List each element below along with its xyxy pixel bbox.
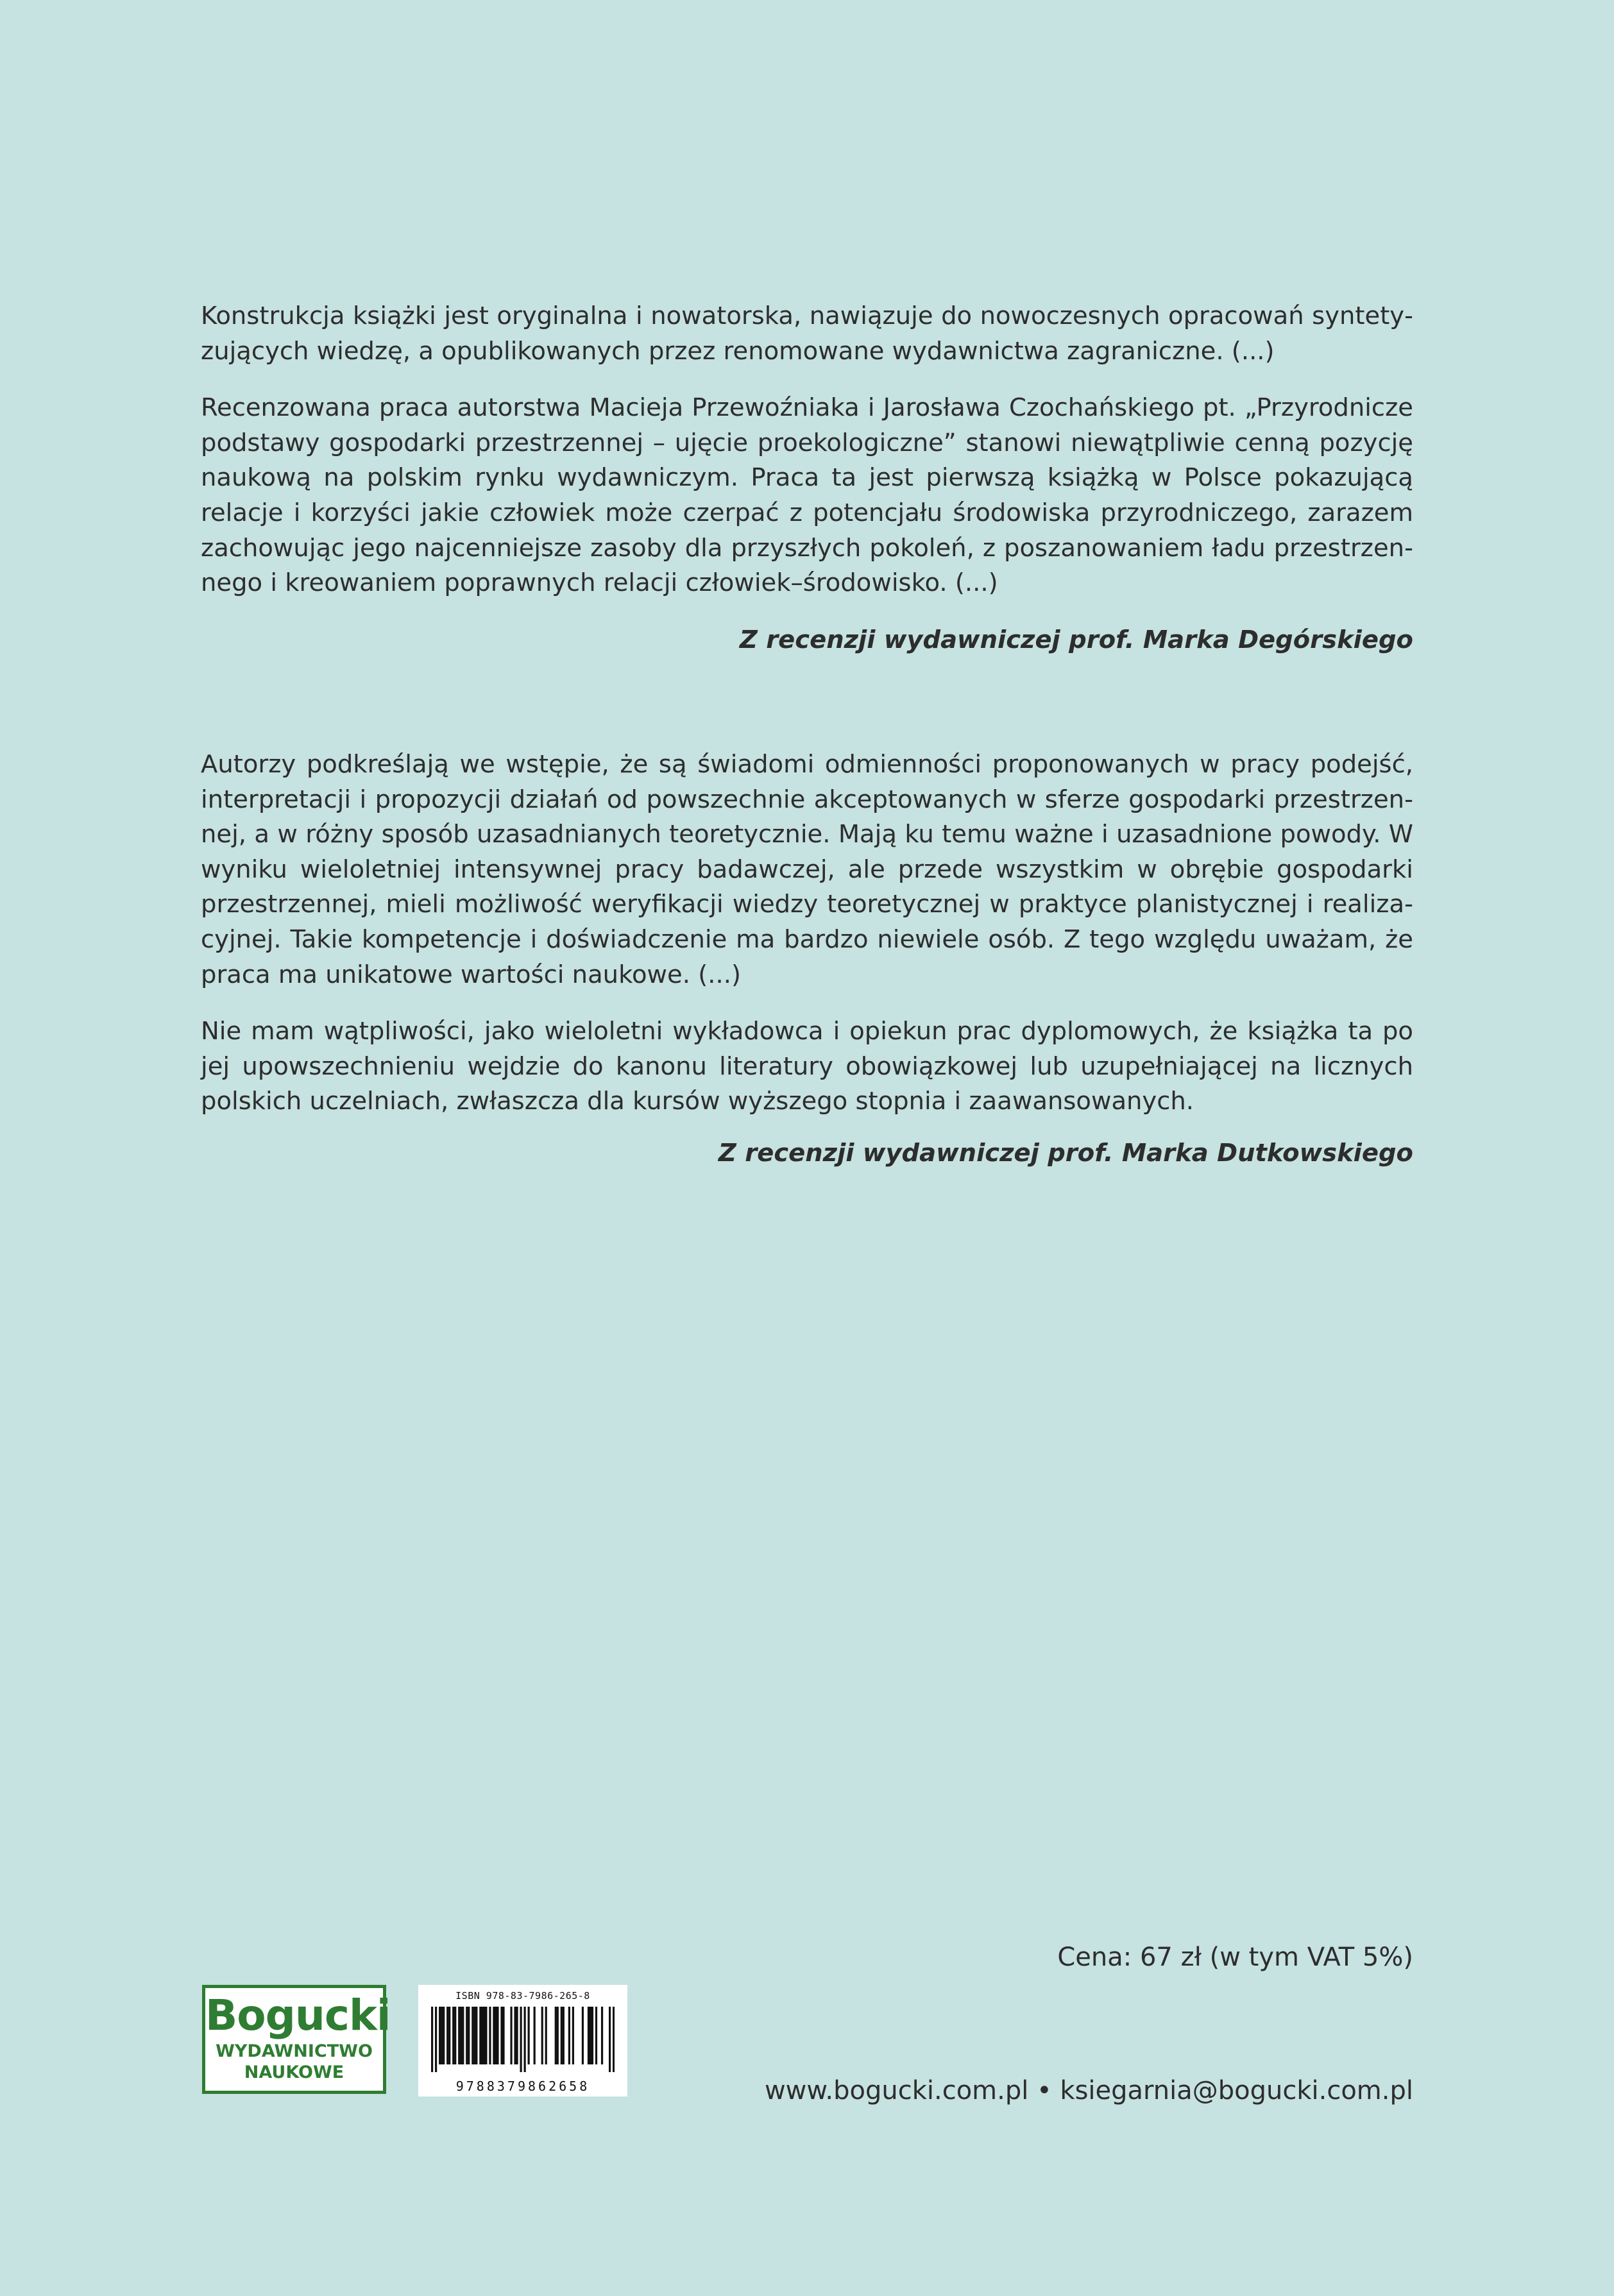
ean-digits: 9788379862658	[455, 2079, 590, 2094]
barcode-bar	[563, 2007, 565, 2064]
review-1-paragraph-1: Konstrukcja książki jest oryginalna i nowatorska, nawiązuje do nowoczesnych opracowań syntetyzujących wiedzę, a opublikowanych przez renomowane wydawnictwa zagraniczne. (...)	[201, 302, 1413, 366]
review-1-paragraph-2: Recenzowana praca autorstwa Macieja Przewoźniaka i Jarosława Czochańskiego pt. „Przyrodnicze podstawy gospodarki przestrzennej – ujęcie proekologiczne” stanowi niewątpliwie cenną pozycję naukową na polskim rynku wydawniczym. Praca ta jest pierwszą książką w Polsce pokazującą relacje i korzyści jakie człowiek może czerpać z potencjału środowiska przyrodniczego, zarazem zachowując jego najcenniejsze zasoby dla przyszłych pokoleń, z poszanowaniem ładu przestrzennego i kreowaniem poprawnych relacji człowiek–środowisko. (...)	[201, 393, 1413, 598]
barcode-bar	[466, 2007, 468, 2064]
publisher-logo-line-1: WYDAWNICTWO	[216, 2041, 373, 2061]
barcode-bar	[545, 2007, 547, 2064]
publisher-logo-line-2: NAUKOWE	[244, 2062, 344, 2082]
barcode-bar	[528, 2007, 530, 2064]
review-1-attribution: Z recenzji wydawniczej prof. Marka Degórskiego	[739, 625, 1413, 654]
barcode-bar	[443, 2007, 445, 2064]
barcode-bar	[516, 2007, 518, 2064]
barcode-bars	[431, 2007, 615, 2072]
barcode-bar	[458, 2007, 460, 2064]
barcode-bar	[502, 2007, 504, 2064]
barcode-bar	[495, 2007, 497, 2064]
review-2-paragraph-2: Nie mam wątpliwości, jako wieloletni wykładowca i opiekun prac dyplomowych, że książka ta po jej upowszechnieniu wejdzie do kanonu literatury obowiązkowej lub uzupełniającej na licznych polskich uczelniach, zwłaszcza dla kursów wyższego stopnia i zaawansowanych.	[201, 1017, 1413, 1116]
barcode-bar	[534, 2007, 536, 2064]
barcode-bar	[568, 2007, 570, 2064]
review-degorski	[201, 299, 1413, 658]
barcode-bar	[483, 2007, 485, 2064]
barcode-bar	[590, 2007, 591, 2064]
barcode-bar	[514, 2007, 516, 2064]
barcode-bar	[441, 2007, 443, 2064]
publisher-logo-name: Bogucki	[205, 1991, 391, 2040]
barcode-bar	[468, 2007, 470, 2064]
barcode-bar	[431, 2007, 433, 2072]
barcode-bar	[471, 2007, 473, 2064]
barcode-bar	[479, 2007, 481, 2064]
barcode-bar	[448, 2007, 450, 2064]
barcode-bar	[555, 2007, 557, 2064]
barcode-bar	[500, 2007, 502, 2064]
barcode-bar	[475, 2007, 477, 2064]
email-link[interactable]: ksiegarnia@bogucki.com.pl	[1060, 2076, 1413, 2105]
barcode-bar	[452, 2007, 454, 2064]
review-2-attribution: Z recenzji wydawniczej prof. Marka Dutkowskiego	[718, 1138, 1413, 1168]
review-2-paragraph-1: Autorzy podkreślają we wstępie, że są świadomi odmienności proponowanych w pracy podejść, interpretacji i propozycji działań od powszechnie akceptowanych w sferze gospodarki przestrzennej, a w różny sposób uzasadnianych teoretycznie. Mają ku temu ważne i uzasadnione powody. W wyniku wieloletniej intensywnej pracy badawczej, ale przede wszystkim w obrębie gospodarki przestrzennej, mieli możliwość weryfikacji wiedzy teoretycznej w praktyce planistycznej i realizacyjnej. Takie kompetencje i doświadczenie ma bardzo niewiele osób. Z tego względu uważam, że praca ma unikatowe wartości naukowe. (...)	[201, 750, 1413, 989]
contact-separator: •	[1037, 2076, 1052, 2105]
barcode-bar	[489, 2007, 491, 2064]
barcode-bar	[524, 2007, 526, 2072]
isbn-label: ISBN 978-83-7986-265-8	[455, 1990, 590, 2002]
barcode-bar	[473, 2007, 475, 2064]
barcode-bar	[493, 2007, 495, 2064]
barcode-bar	[572, 2007, 574, 2064]
barcode-bar	[588, 2007, 590, 2064]
barcode-bar	[497, 2007, 498, 2064]
barcode-bar	[510, 2007, 512, 2064]
barcode-bar	[446, 2007, 448, 2064]
barcode-bar	[591, 2007, 593, 2064]
website-link[interactable]: www.bogucki.com.pl	[764, 2076, 1029, 2105]
barcode-bar	[462, 2007, 464, 2064]
barcode-bar	[541, 2007, 543, 2064]
barcode-bar	[460, 2007, 462, 2064]
barcode-bar	[613, 2007, 615, 2072]
barcode-bar	[485, 2007, 487, 2064]
barcode-bar	[435, 2007, 437, 2072]
publisher-logo	[202, 1985, 391, 2094]
review-dutkowski	[201, 747, 1413, 1171]
contact-line	[765, 2073, 1413, 2108]
barcode-bar	[520, 2007, 522, 2072]
barcode-bar	[481, 2007, 483, 2064]
barcode-bar	[561, 2007, 563, 2064]
price-label: Cena: 67 zł (w tym VAT 5%)	[1057, 1943, 1413, 1972]
barcode-bar	[609, 2007, 611, 2072]
barcode-bar	[557, 2007, 559, 2064]
barcode-bar	[595, 2007, 597, 2064]
barcode-bar	[439, 2007, 441, 2064]
isbn-barcode	[418, 1985, 627, 2096]
barcode-bar	[582, 2007, 584, 2064]
barcode-bar	[601, 2007, 603, 2064]
barcode-bar	[454, 2007, 456, 2064]
